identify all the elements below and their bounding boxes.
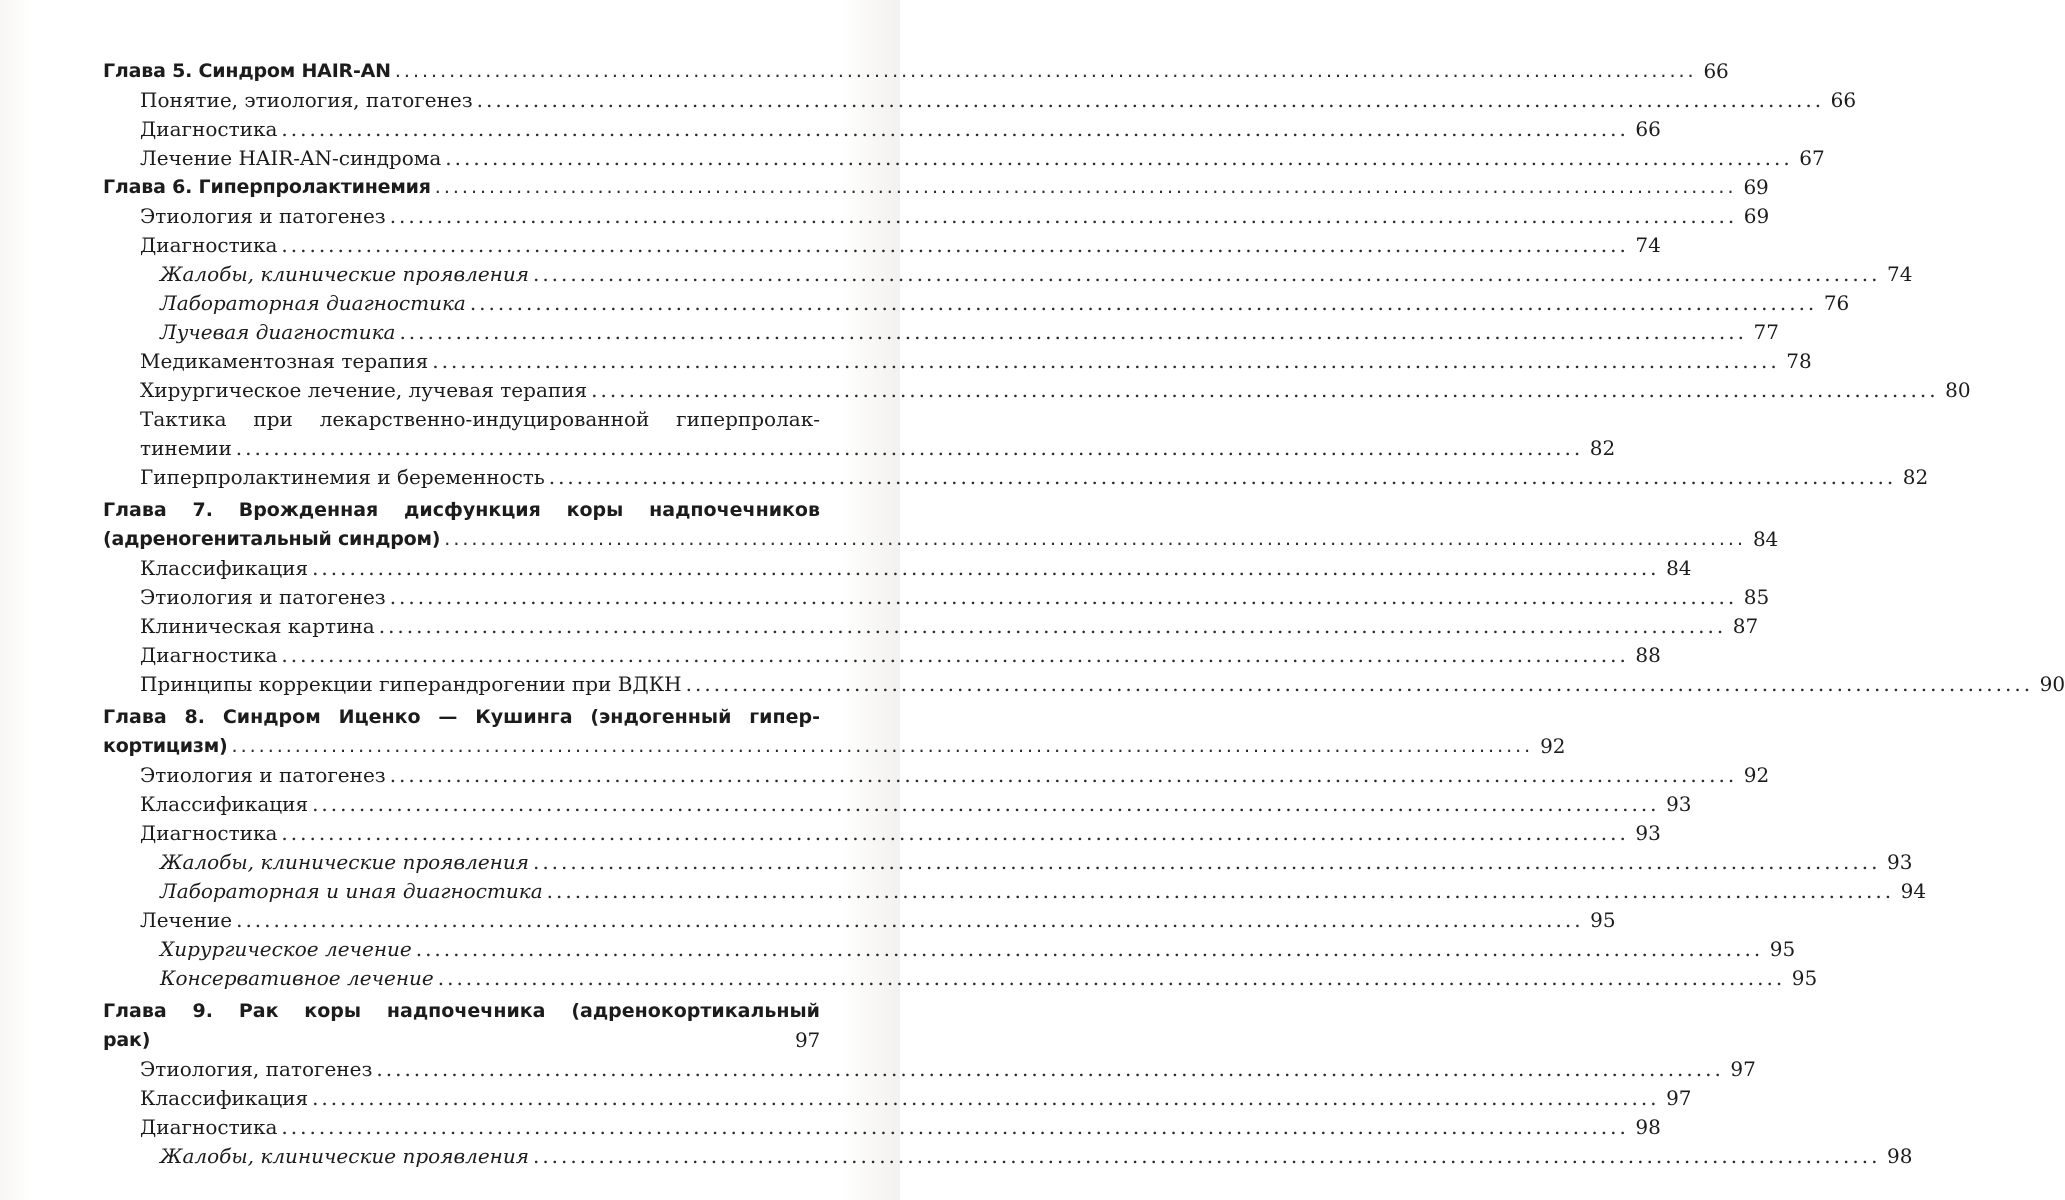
- chapter-6-entry: Глава 6. Гиперпролактинемия ................................................................................................................................................ 69: [103, 175, 1769, 199]
- toc-subitem: Консервативное лечение ................................................................................................................................................ 95: [160, 966, 1818, 990]
- toc-subitem: Хирургическое лечение ................................................................................................................................................ 95: [160, 937, 1796, 961]
- toc-item: Классификация ................................................................................................................................................ 93: [140, 792, 1692, 816]
- toc-item: тинемии ................................................................................................................................................ 82: [140, 436, 1616, 460]
- chapter-8-entry: кортицизм) ................................................................................................................................................ 92: [103, 734, 1566, 758]
- toc-subitem: Лабораторная диагностика ................................................................................................................................................ 76: [160, 291, 1850, 315]
- toc-item: Гиперпролактинемия и беременность ................................................................................................................................................ 82: [140, 465, 1929, 489]
- toc-item: Классификация ................................................................................................................................................ 84: [140, 556, 1692, 580]
- chapter-8-title-line1: Глава 8. Синдром Иценко — Кушинга (эндогенный гипер-: [103, 706, 820, 728]
- toc-subitem: Лучевая диагностика ................................................................................................................................................ 77: [160, 320, 1779, 344]
- toc-item: Диагностика ................................................................................................................................................ 74: [140, 233, 1661, 257]
- toc-item: Этиология и патогенез ................................................................................................................................................ 92: [140, 763, 1770, 787]
- chapter-5-entry: [103, 50, 1729, 83]
- toc-item: Лечение ................................................................................................................................................ 95: [140, 908, 1616, 932]
- toc-subitem: Лабораторная и иная диагностика ................................................................................................................................................ 94: [160, 879, 1927, 903]
- toc-item-line1: Тактика при лекарственно-индуцированной гиперпролак-: [140, 407, 820, 431]
- toc-item: Понятие, этиология, патогенез ................................................................................................................................................ 66: [140, 88, 1857, 112]
- table-of-contents: [103, 50, 2065, 1168]
- toc-item: Классификация ................................................................................................................................................ 97: [140, 1086, 1692, 1110]
- toc-subitem: Жалобы, клинические проявления ................................................................................................................................................ 93: [160, 850, 1913, 874]
- toc-subitem: Жалобы, клинические проявления ................................................................................................................................................ 98: [160, 1144, 1913, 1168]
- toc-subitem: Жалобы, клинические проявления ................................................................................................................................................ 74: [160, 262, 1913, 286]
- leader-dots: ................................................................................................................................................: [394, 60, 1697, 82]
- toc-item: Клиническая картина ................................................................................................................................................ 87: [140, 614, 1759, 638]
- chapter-9-title-line1: Глава 9. Рак коры надпочечника (адренокортикальный: [103, 1000, 820, 1022]
- toc-item: Этиология и патогенез ................................................................................................................................................ 69: [140, 204, 1770, 228]
- toc-item: Диагностика ................................................................................................................................................ 88: [140, 643, 1661, 667]
- toc-item: Хирургическое лечение, лучевая терапия ................................................................................................................................................ 80: [140, 378, 1971, 402]
- chapter-title: Глава 6. Гиперпролактинемия: [103, 176, 431, 198]
- toc-item: Диагностика ................................................................................................................................................ 66: [140, 117, 1661, 141]
- toc-item: Диагностика ................................................................................................................................................ 98: [140, 1115, 1661, 1139]
- page-number: 66: [1703, 59, 1729, 83]
- toc-item: Этиология, патогенез ................................................................................................................................................ 97: [140, 1057, 1756, 1081]
- chapter-7-entry: (адреногенитальный синдром) ................................................................................................................................................ 84: [103, 527, 1778, 551]
- toc-item: Этиология и патогенез ................................................................................................................................................ 85: [140, 585, 1770, 609]
- toc-item: Лечение HAIR-AN-синдрома ................................................................................................................................................ 67: [140, 146, 1825, 170]
- toc-item: Диагностика ................................................................................................................................................ 93: [140, 821, 1661, 845]
- chapter-7-title-line1: Глава 7. Врожденная дисфункция коры надпочечников: [103, 499, 820, 521]
- toc-item: Принципы коррекции гиперандрогении при ВДКН ................................................................................................................................................ 90: [140, 672, 2065, 696]
- chapter-title: Глава 5. Синдром HAIR-AN: [103, 60, 391, 82]
- toc-item: Медикаментозная терапия ................................................................................................................................................ 78: [140, 349, 1812, 373]
- chapter-9-entry: рак) 97: [103, 1028, 820, 1052]
